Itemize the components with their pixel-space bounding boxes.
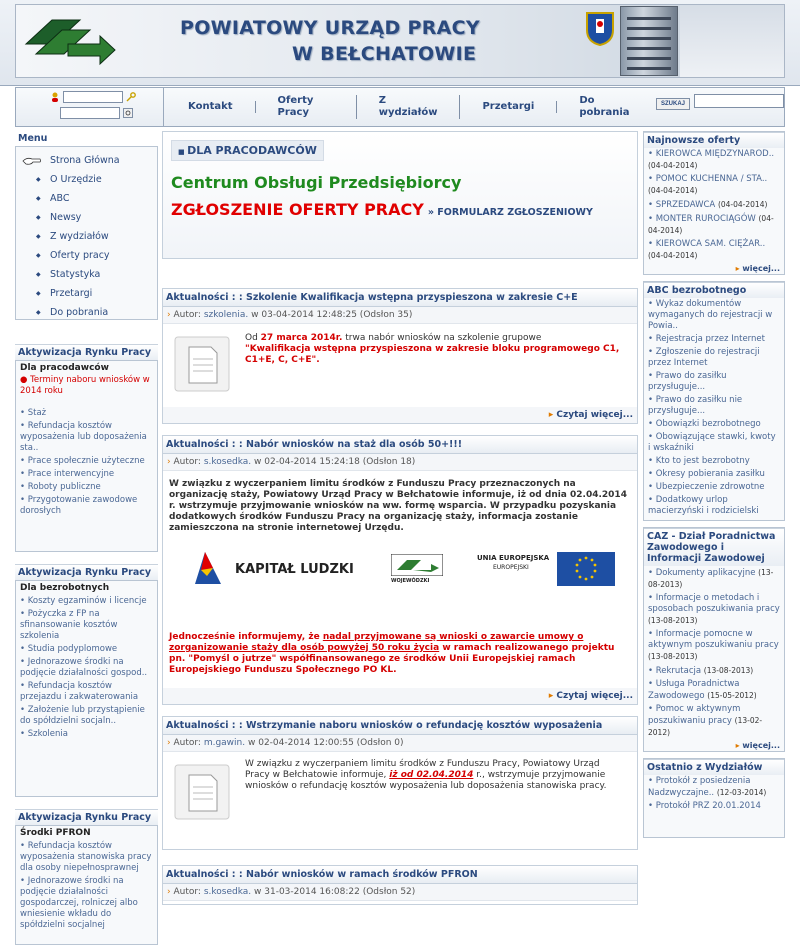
latest-offers-box bbox=[643, 131, 785, 275]
list-item[interactable]: • Studia podyplomowe bbox=[16, 643, 157, 656]
right-column bbox=[643, 131, 785, 844]
abc-list bbox=[644, 298, 784, 520]
offers-list bbox=[644, 148, 784, 263]
offer-item[interactable] bbox=[644, 173, 784, 198]
box-title: Ostatnio z Wydziałów bbox=[644, 759, 784, 775]
document-icon bbox=[173, 335, 231, 393]
offer-title: KIEROWCA SAM. CIĘŻAR.. bbox=[655, 239, 766, 249]
employers-box bbox=[15, 360, 158, 552]
list-item[interactable] bbox=[644, 566, 784, 592]
list-item[interactable]: • Prace interwencyjne bbox=[16, 468, 157, 481]
menu-item-o-urzedzie[interactable] bbox=[16, 170, 157, 189]
article-header[interactable] bbox=[163, 289, 637, 307]
article-3 bbox=[162, 716, 638, 850]
list-item[interactable]: • Refundacja kosztów wyposażenia stanowiska pracy dla osoby niepełnosprawnej bbox=[16, 840, 157, 875]
article-text: W związku z wyczerpaniem limitu środków z Funduszu Pracy przeznaczonych na organizację staży, Powiatowy Urząd Pracy w Bełchatowie informuje, iż od dnia 02.04.2014 r. wstrzymuje przyjmowanie wniosków na ww. formę wsparcia. W przypadku pozyskania dodatkowych środków Funduszu Pracy na organizację staży, informacja zostanie zamieszczona na stronie internetowej Urzędu. bbox=[169, 479, 627, 533]
item-date: (12-03-2014) bbox=[716, 788, 767, 797]
menu-label: O Urzędzie bbox=[50, 174, 102, 185]
eu-logos bbox=[191, 548, 621, 590]
document-icon bbox=[173, 763, 231, 821]
author-label: Autor: bbox=[173, 457, 201, 467]
highlight-quote: "Kwalifikacja wstępna przyspieszona w zakresie bloku programowego C1, C1+E, C, C+E". bbox=[245, 344, 620, 365]
logo-text-kl: KAPITAŁ LUDZKI bbox=[235, 562, 354, 577]
article-title: Wstrzymanie naboru wniosków o refundację kosztów wyposażenia bbox=[246, 720, 603, 731]
pfron-box bbox=[15, 825, 158, 945]
offer-item[interactable] bbox=[644, 148, 784, 173]
article-1 bbox=[162, 288, 638, 424]
list-item[interactable]: • Szkolenia bbox=[16, 728, 157, 741]
item-date: (13-08-2013) bbox=[703, 666, 754, 675]
bullet-icon: ◆ bbox=[36, 233, 41, 240]
logo-text-woj: WOJEWÓDZKI bbox=[391, 578, 430, 584]
list-item[interactable]: • Roboty publiczne bbox=[16, 481, 157, 494]
coat-of-arms-icon bbox=[584, 10, 616, 46]
item-date: (13-02-2012) bbox=[648, 716, 763, 737]
list-item[interactable]: • Staż bbox=[16, 407, 157, 420]
article-red-note bbox=[169, 632, 625, 676]
menu-item-statystyka[interactable] bbox=[16, 265, 157, 284]
header bbox=[0, 0, 800, 86]
offer-item[interactable] bbox=[644, 238, 784, 263]
item-title: Protokół PRZ 20.01.2014 bbox=[655, 801, 761, 811]
list-item[interactable]: • Jednorazowe środki na podjęcie działalności gospodarczej, rolniczej albo wniesienie wkładu do spółdzielni socjalnej bbox=[16, 875, 157, 932]
menu-label: ABC bbox=[50, 193, 70, 204]
article-meta: › Autor: m.gawin. w 02-04-2014 12:00:55 (Odsłon 0) bbox=[163, 735, 637, 752]
search-button[interactable]: SZUKAJ bbox=[656, 98, 690, 110]
article-section: Aktualności : : bbox=[166, 869, 243, 880]
offer-item[interactable] bbox=[644, 212, 784, 238]
employers-tag[interactable] bbox=[171, 140, 324, 161]
item-title: Informacje o metodach i sposobach poszukiwania pracy bbox=[648, 593, 780, 614]
nav-bar bbox=[15, 87, 785, 127]
text: w ramach realizowanego projektu pn. "Pomyśl o jutrze" współfinansowanego ze środków Unii Europejskiej ramach Europejskiego Funduszu Społecznego PO KL. bbox=[169, 643, 615, 675]
hand-pointer-icon bbox=[22, 156, 42, 166]
caz-box bbox=[643, 527, 785, 752]
author-label: Autor: bbox=[173, 738, 201, 748]
article-date: w 02-04-2014 15:24:18 (Odsłon 18) bbox=[254, 457, 416, 467]
box-title: Najnowsze oferty bbox=[644, 132, 784, 148]
item-title: Pomoc w aktywnym poszukiwaniu pracy bbox=[648, 704, 741, 726]
list-item[interactable] bbox=[644, 703, 784, 740]
article-4 bbox=[162, 865, 638, 905]
box-title-unemployed: Aktywizacja Rynku Pracy bbox=[15, 564, 158, 580]
list-item[interactable] bbox=[644, 775, 784, 800]
square-bullet-icon: ■ bbox=[178, 148, 188, 156]
menu-item-oferty-pracy[interactable] bbox=[16, 246, 157, 265]
box-title-employers: Aktywizacja Rynku Pracy bbox=[15, 344, 158, 360]
key-icon bbox=[126, 92, 136, 102]
box-title: ABC bezrobotnego bbox=[644, 282, 784, 298]
article-header[interactable] bbox=[163, 717, 637, 735]
list-item[interactable]: • Przygotowanie zawodowe dorosłych bbox=[16, 494, 157, 518]
item-title: Dokumenty aplikacyjne bbox=[655, 568, 756, 578]
article-text bbox=[245, 333, 625, 366]
offer-title: SPRZEDAWCA bbox=[655, 200, 716, 210]
menu-item-home[interactable] bbox=[16, 151, 157, 170]
form-link[interactable]: » FORMULARZ ZGŁOSZENIOWY bbox=[427, 207, 593, 218]
article-section: Aktualności : : bbox=[166, 720, 243, 731]
list-item[interactable]: • Rejestracja przez Internet bbox=[644, 333, 784, 346]
menu-item-abc[interactable] bbox=[16, 189, 157, 208]
article-title: Szkolenie Kwalifikacja wstępna przyspieszona w zakresie C+E bbox=[246, 292, 578, 303]
bullet-icon: ◆ bbox=[36, 195, 41, 202]
search-input[interactable] bbox=[694, 94, 784, 108]
logo-text-ue1: UNIA EUROPEJSKA bbox=[477, 554, 550, 562]
kapital-ludzki-logo-icon bbox=[191, 550, 225, 586]
list-item[interactable] bbox=[644, 800, 784, 813]
departments-box bbox=[643, 758, 785, 838]
read-more-link[interactable]: ▸ Czytaj więcej... bbox=[163, 407, 637, 423]
unemployed-list bbox=[16, 595, 157, 741]
list-item[interactable] bbox=[644, 664, 784, 678]
nav-z-wydzialow[interactable]: Z wydziałów bbox=[357, 95, 461, 119]
list-item[interactable]: • Prawo do zasiłku nie przysługuje... bbox=[644, 394, 784, 418]
offer-item[interactable] bbox=[644, 198, 784, 212]
more-link[interactable]: ▸ więcej... bbox=[644, 740, 784, 751]
employers-panel bbox=[162, 131, 638, 259]
article-title: Nabór wniosków w ramach środków PFRON bbox=[246, 869, 478, 880]
bullet-icon: ◆ bbox=[36, 214, 41, 221]
building-photo bbox=[620, 6, 678, 76]
list-item[interactable]: • Prace społecznie użyteczne bbox=[16, 455, 157, 468]
offer-date: (04-04-2014) bbox=[648, 186, 698, 195]
text: Jednocześnie informujemy, że bbox=[169, 632, 323, 642]
article-date: w 02-04-2014 12:00:55 (Odsłon 0) bbox=[248, 738, 404, 748]
text: r., wstrzymuje przyjmowanie wniosków o refundację kosztów wyposażenia lub doposażenia stanowiska pracy. bbox=[245, 770, 607, 791]
menu-label: Przetargi bbox=[50, 288, 93, 299]
article-meta: › Autor: s.kosedka. w 02-04-2014 15:24:18 (Odsłon 18) bbox=[163, 454, 637, 471]
nav-przetargi[interactable]: Przetargi bbox=[460, 101, 557, 113]
menu-label: Do pobrania bbox=[50, 307, 109, 318]
author-link[interactable]: s.kosedka. bbox=[203, 887, 252, 897]
login-go-icon[interactable] bbox=[123, 108, 133, 118]
bullet-icon: ◆ bbox=[36, 252, 41, 259]
offer-date: (04-04-2014) bbox=[648, 161, 698, 170]
item-title: Rekrutacja bbox=[655, 666, 702, 676]
menu-label: Z wydziałów bbox=[50, 231, 109, 242]
red-link[interactable]: nadal przyjmowane są wnioski o zawarcie umowy o zorganizowanie staży dla osób powyżej 50 roku życia bbox=[169, 632, 584, 653]
nav-kontakt[interactable]: Kontakt bbox=[166, 101, 256, 113]
nav-do-pobrania[interactable]: Do pobrania bbox=[579, 95, 630, 118]
link-label: Terminy naboru wniosków w 2014 roku bbox=[20, 375, 150, 396]
menu-label: Newsy bbox=[50, 212, 82, 223]
author-label: Autor: bbox=[173, 310, 201, 320]
bullet-icon: ◆ bbox=[36, 176, 41, 183]
logo-text-ue2: EUROPEJSKI bbox=[493, 564, 529, 571]
highlight-date: 27 marca 2014r. bbox=[260, 333, 343, 343]
bullet-icon: ◆ bbox=[36, 309, 41, 316]
article-meta: › Autor: szkolenia. w 03-04-2014 12:48:25 (Odsłon 35) bbox=[163, 307, 637, 324]
list-item[interactable]: • Założenie lub przystąpienie do spółdzielni socjaln.. bbox=[16, 704, 157, 728]
nav-oferty-pracy[interactable]: Oferty Pracy bbox=[256, 95, 357, 119]
menu-title: Menu bbox=[18, 133, 48, 144]
logo-arrows-icon[interactable] bbox=[22, 14, 117, 66]
text: Od bbox=[245, 333, 261, 343]
offer-date: (04-04-2014) bbox=[648, 251, 698, 260]
bullet-icon: ◆ bbox=[36, 290, 41, 297]
list-item[interactable]: • Dodatkowy urlop macierzyński i rodzicielski bbox=[644, 494, 784, 518]
menu-item-newsy[interactable] bbox=[16, 208, 157, 227]
article-header[interactable] bbox=[163, 436, 637, 454]
item-date: (13-08-2013) bbox=[648, 652, 698, 661]
item-date: (13-08-2013) bbox=[648, 568, 774, 589]
bullet-icon: ◆ bbox=[36, 271, 41, 278]
author-link[interactable]: szkolenia. bbox=[203, 310, 249, 320]
list-item[interactable]: • Obowiązujące stawki, kwoty i wskaźniki bbox=[644, 431, 784, 455]
read-more-link[interactable]: ▸ Czytaj więcej... bbox=[163, 688, 637, 704]
abc-box bbox=[643, 281, 785, 521]
highlight-date: iż od 02.04.2014 bbox=[389, 770, 474, 780]
item-title: Protokół z posiedzenia Nadzwyczajne.. bbox=[648, 776, 751, 798]
item-title: Informacje pomocne w aktywnym poszukiwaniu pracy bbox=[648, 629, 779, 650]
list-item[interactable]: • Koszty egzaminów i licencje bbox=[16, 595, 157, 608]
offer-date: (04-04-2014) bbox=[648, 214, 774, 235]
article-section: Aktualności : : bbox=[166, 439, 243, 450]
left-column bbox=[15, 131, 158, 945]
top-menu bbox=[166, 88, 656, 126]
menu-label: Statystyka bbox=[50, 269, 101, 280]
list-item[interactable]: • Kto to jest bezrobotny bbox=[644, 455, 784, 468]
menu-item-z-wydzialow[interactable] bbox=[16, 227, 157, 246]
list-item[interactable]: • Refundacja kosztów przejazdu i zakwaterowania bbox=[16, 680, 157, 704]
box-subtitle: Dla pracodawców bbox=[20, 363, 109, 373]
menu-label: Oferty pracy bbox=[50, 250, 110, 261]
article-header[interactable] bbox=[163, 866, 637, 884]
user-icon bbox=[50, 92, 60, 102]
author-link[interactable]: s.kosedka. bbox=[203, 457, 252, 467]
box-subtitle: Dla bezrobotnych bbox=[20, 583, 110, 593]
item-date: (13-08-2013) bbox=[648, 616, 698, 625]
author-link[interactable]: m.gawin. bbox=[203, 738, 246, 748]
woj-logo-icon bbox=[391, 554, 443, 576]
menu-label: Strona Główna bbox=[50, 155, 120, 166]
article-date: w 31-03-2014 16:08:22 (Odsłon 52) bbox=[254, 887, 416, 897]
list-item[interactable] bbox=[644, 592, 784, 628]
sky-photo bbox=[680, 5, 784, 77]
eu-flag-icon bbox=[557, 552, 615, 586]
article-meta: › Autor: s.kosedka. w 31-03-2014 16:08:22 (Odsłon 52) bbox=[163, 884, 637, 901]
list-item[interactable]: • Okresy pobierania zasiłku bbox=[644, 468, 784, 481]
departments-list bbox=[644, 775, 784, 813]
site-title-line1: POWIATOWY URZĄD PRACY bbox=[180, 17, 480, 39]
offer-title: MONTER RUROCIĄGÓW bbox=[655, 214, 756, 224]
offer-title: POMOC KUCHENNA / STA.. bbox=[655, 174, 768, 184]
article-text bbox=[245, 759, 625, 792]
article-2 bbox=[162, 435, 638, 705]
box-subtitle: Środki PFRON bbox=[20, 828, 91, 838]
article-date: w 03-04-2014 12:48:25 (Odsłon 35) bbox=[251, 310, 413, 320]
list-item[interactable]: • Zgłoszenie do rejestracji przez Internet bbox=[644, 346, 784, 370]
list-item[interactable]: • Prawo do zasiłku przysługuje... bbox=[644, 370, 784, 394]
site-title-line2: W BEŁCHATOWIE bbox=[292, 43, 477, 65]
unemployed-box bbox=[15, 580, 158, 797]
main-menu bbox=[15, 146, 158, 320]
link-terminy[interactable]: ● Terminy naboru wniosków w 2014 roku bbox=[20, 375, 150, 396]
item-title: Usługa Poradnictwa Zawodowego bbox=[648, 679, 740, 701]
job-offer-title[interactable]: ZGŁOSZENIE OFERTY PRACY bbox=[171, 200, 424, 219]
login-box bbox=[16, 88, 164, 126]
article-title: Nabór wniosków na staż dla osób 50+!!! bbox=[246, 439, 463, 450]
text: W związku z wyczerpaniem limitu środków z Funduszu Pracy, Powiatowy Urząd Pracy w Bełchatowie informuje, bbox=[245, 759, 600, 780]
item-date: (15-05-2012) bbox=[707, 691, 757, 700]
menu-item-przetargi[interactable] bbox=[16, 284, 157, 303]
offer-date: (04-04-2014) bbox=[717, 200, 768, 209]
list-item[interactable]: • Pożyczka z FP na sfinansowanie kosztów szkolenia bbox=[16, 608, 157, 643]
business-center-link[interactable]: Centrum Obsługi Przedsiębiorcy bbox=[171, 173, 462, 192]
list-item[interactable]: • Ubezpieczenie zdrowotne bbox=[644, 481, 784, 494]
list-item[interactable]: • Wykaz dokumentów wymaganych do rejestracji w Powia.. bbox=[644, 298, 784, 333]
list-item[interactable]: • Jednorazowe środki na podjęcie działalności gospod.. bbox=[16, 656, 157, 680]
employers-list bbox=[16, 407, 157, 518]
search-box bbox=[656, 94, 784, 120]
author-label: Autor: bbox=[173, 887, 201, 897]
box-title: CAZ - Dział Poradnictwa Zawodowego i Informacji Zawodowej bbox=[644, 528, 784, 566]
offer-title: KIEROWCA MIĘDZYNAROD.. bbox=[655, 149, 775, 159]
article-section: Aktualności : : bbox=[166, 292, 243, 303]
caz-list bbox=[644, 566, 784, 740]
list-item[interactable] bbox=[644, 628, 784, 664]
list-item[interactable] bbox=[644, 678, 784, 703]
text: trwa nabór wniosków na szkolenie grupowe bbox=[342, 333, 542, 343]
password-input[interactable] bbox=[60, 107, 120, 119]
list-item[interactable]: • Obowiązki bezrobotnego bbox=[644, 418, 784, 431]
tag-label: DLA PRACODAWCÓW bbox=[187, 144, 317, 157]
box-title-pfron: Aktywizacja Rynku Pracy bbox=[15, 809, 158, 825]
pfron-list bbox=[16, 840, 157, 932]
more-link[interactable]: ▸ więcej... bbox=[644, 263, 784, 274]
content-column bbox=[162, 131, 638, 897]
username-input[interactable] bbox=[63, 91, 123, 103]
list-item[interactable]: • Refundacja kosztów wyposażenia lub doposażenia sta.. bbox=[16, 420, 157, 455]
